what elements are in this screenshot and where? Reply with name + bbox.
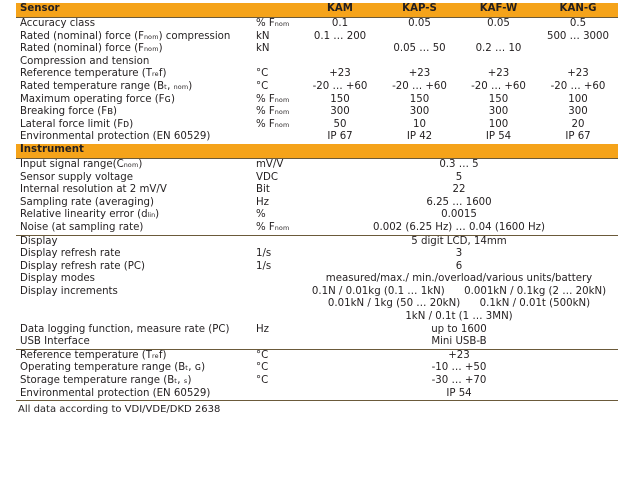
spec-sheet [16, 3, 618, 415]
table-row [16, 273, 618, 286]
row-value [300, 286, 618, 324]
row-unit [248, 388, 300, 401]
row-label: Internal resolution at 2 mV/V [20, 184, 167, 196]
row-value: 300 [330, 106, 350, 118]
row-label: Lateral force limit (Fᴅ) [20, 118, 134, 130]
row-value: -20 … +60 [312, 80, 368, 92]
row-value: 0.05 [408, 18, 431, 29]
spec-table [16, 3, 618, 401]
table-row [16, 172, 618, 185]
row-unit: mV/V [256, 158, 284, 170]
row-unit: % Fₙₒₘ [248, 222, 300, 235]
row-value: 0.05 … 50 [393, 43, 446, 55]
row-value: 0.05 [487, 18, 510, 29]
table-row [16, 131, 618, 144]
row-label: Display refresh rate (PC) [20, 260, 145, 272]
row-value: +23 [487, 68, 510, 80]
row-unit: °C [256, 362, 269, 374]
table-row [16, 43, 618, 68]
row-label: Display [20, 235, 58, 247]
row-value: +23 [408, 68, 431, 80]
increment-line: 1kN / 0.1t (1 … 3MN) [405, 311, 513, 323]
row-label-line: Compression and tension [20, 55, 150, 67]
row-value: 10 [413, 118, 426, 130]
row-value [300, 43, 380, 68]
row-value: 0.1 … 200 [313, 30, 367, 42]
footnote: All data according to VDI/VDE/DKD 2638 [18, 404, 221, 416]
table-row [16, 81, 618, 94]
row-label-line: Rated (nominal) force (Fₙₒₘ) [20, 43, 163, 55]
table-row [16, 362, 618, 375]
row-unit: °C [256, 349, 269, 361]
row-value: 0.002 (6.25 Hz) … 0.04 (1600 Hz) [300, 222, 618, 235]
row-value: 150 [409, 93, 430, 105]
table-row [16, 248, 618, 261]
row-value: -20 … +60 [471, 80, 526, 92]
row-value: 3 [455, 248, 463, 260]
table-row [16, 68, 618, 81]
row-label: Display refresh rate [20, 248, 121, 260]
row-unit: kN [256, 30, 270, 42]
row-label: Noise (at sampling rate) [16, 222, 248, 235]
row-unit: % Fₙₒₘ [256, 118, 290, 130]
row-label: Input signal range(Cₙₒₘ) [20, 158, 143, 170]
row-value: 22 [452, 184, 466, 196]
row-value: measured/max./ min./overload/various units/battery [325, 273, 593, 285]
table-row [16, 235, 618, 248]
row-label: Storage temperature range (Bₜ, ₛ) [20, 375, 192, 387]
row-value: IP 67 [327, 131, 353, 143]
table-row [16, 286, 618, 324]
row-label: Reference temperature (Tᵣₑf) [20, 68, 167, 80]
row-unit [248, 235, 300, 248]
row-unit: °C [256, 375, 269, 387]
row-value: +23 [567, 68, 589, 80]
row-unit: VDC [256, 171, 278, 183]
row-value: 300 [409, 106, 430, 118]
table-row [16, 197, 618, 210]
row-unit: 1/s [256, 260, 272, 272]
row-label: Display increments [20, 285, 118, 297]
table-row [16, 94, 618, 107]
column-header-kaf-w: KAF-W [459, 3, 538, 18]
instrument-section-title: Instrument [16, 144, 248, 159]
table-row [16, 261, 618, 274]
increment-line: 0.1N / 0.01kg (0.1 … 1kN) 0.001kN / 0.1kg (2 … 20kN) [311, 285, 607, 297]
row-label: Reference temperature (Tᵣₑf) [20, 349, 167, 361]
instrument-header-row [16, 144, 618, 159]
row-label: Data logging function, measure rate (PC) [20, 323, 230, 335]
row-unit: % [256, 209, 266, 221]
row-label [16, 43, 248, 68]
row-value: 0.2 … 10 [475, 43, 522, 55]
row-value: 0.5 [569, 18, 587, 29]
column-header-kap-s: KAP-S [380, 3, 459, 18]
row-unit: Hz [256, 196, 270, 208]
row-value [538, 43, 618, 68]
row-value: +23 [448, 349, 470, 361]
row-label: USB Interface [16, 336, 248, 349]
row-value: Mini USB-B [300, 336, 618, 349]
row-unit [248, 286, 300, 324]
sensor-table-body [16, 18, 618, 144]
row-unit: % Fₙₒₘ [256, 106, 290, 118]
row-unit: % Fₙₒₘ [256, 93, 290, 105]
row-value: -20 … +60 [392, 80, 447, 92]
row-unit [248, 336, 300, 349]
row-value: 300 [568, 106, 588, 118]
table-row [16, 209, 618, 222]
table-row [16, 222, 618, 235]
row-label: Maximum operating force (Fɢ) [20, 93, 175, 105]
row-value: IP 54 [300, 388, 618, 401]
row-label: Breaking force (Fʙ) [20, 106, 117, 118]
row-unit: 1/s [256, 248, 272, 260]
row-value: 100 [568, 93, 588, 105]
row-value: IP 54 [485, 131, 512, 143]
row-label: Rated (nominal) force (Fₙₒₘ) compression [20, 30, 231, 42]
row-label: Operating temperature range (Bₜ, ɢ) [20, 362, 206, 374]
row-label: Rated temperature range (Bₜ, ₙₒₘ) [20, 80, 193, 92]
table-row [16, 349, 618, 362]
column-header-kan-g: KAN-G [538, 3, 618, 18]
row-value: -20 … +60 [550, 80, 606, 92]
row-label: Environmental protection (EN 60529) [20, 131, 211, 143]
table-row [16, 31, 618, 44]
row-unit: Hz [256, 323, 270, 335]
table-row [16, 119, 618, 132]
row-unit: kN [256, 43, 270, 55]
table-row [16, 18, 618, 31]
row-label: Display modes [20, 273, 95, 285]
row-value: 5 digit LCD, 14mm [411, 235, 507, 247]
table-row [16, 388, 618, 401]
row-unit [248, 273, 300, 286]
table-row [16, 375, 618, 388]
row-label: Sampling rate (averaging) [20, 196, 154, 208]
row-label: Relative linearity error (dₗᵢₙ) [20, 209, 160, 221]
row-value: 0.3 … 5 [439, 158, 479, 170]
table-row [16, 324, 618, 337]
row-value: 500 … 3000 [546, 30, 610, 42]
row-unit: °C [256, 68, 269, 80]
row-unit: °C [256, 80, 269, 92]
row-label: Environmental protection (EN 60529) [16, 388, 248, 401]
row-value: up to 1600 [431, 323, 487, 335]
row-value: 50 [333, 118, 347, 130]
increment-line: 0.01kN / 1kg (50 … 20kN) 0.1kN / 0.01t (500kN) [327, 298, 591, 310]
sensor-header-row [16, 3, 618, 18]
row-value: 100 [488, 118, 509, 130]
row-value [380, 31, 459, 44]
row-unit [248, 131, 300, 144]
table-row [16, 158, 618, 171]
row-unit: % Fₙₒₘ [256, 18, 290, 29]
row-value [459, 31, 538, 44]
row-value: -10 … +50 [431, 362, 487, 374]
instrument-table-body [16, 158, 618, 400]
row-value: IP 42 [406, 131, 433, 143]
row-value: -30 … +70 [431, 375, 487, 387]
row-label: Accuracy class [20, 18, 96, 29]
row-value: 150 [488, 93, 509, 105]
row-value: 5 [455, 171, 463, 183]
row-value: 6.25 … 1600 [426, 196, 492, 208]
row-unit: Bit [256, 184, 270, 196]
table-row [16, 184, 618, 197]
table-row [16, 336, 618, 349]
row-label: Sensor supply voltage [20, 171, 134, 183]
row-value: 6 [455, 260, 463, 272]
row-value: 20 [571, 118, 585, 130]
row-value: 0.0015 [441, 209, 477, 221]
sensor-section-title: Sensor [16, 3, 248, 18]
row-value: IP 67 [565, 131, 591, 143]
column-header-kam: KAM [300, 3, 380, 18]
table-row [16, 106, 618, 119]
row-value: +23 [329, 68, 351, 80]
row-value: 150 [330, 93, 350, 105]
row-value: 300 [488, 106, 509, 118]
row-value: 0.1 [331, 18, 349, 29]
